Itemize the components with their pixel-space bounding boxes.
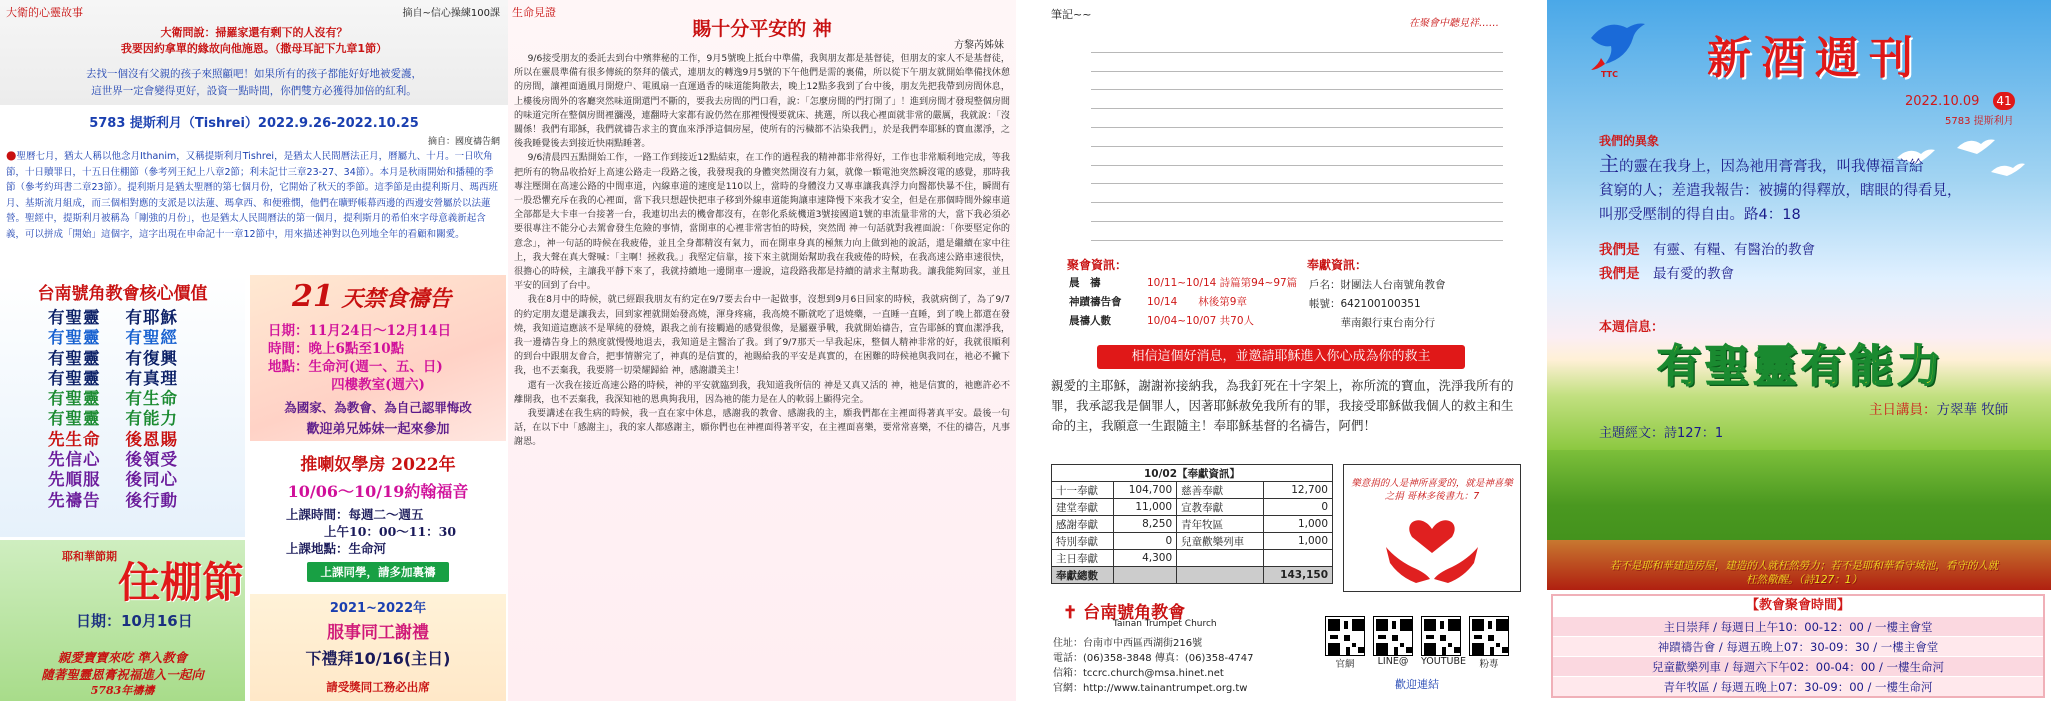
contact-line: 信箱：tccrc.church@msa.hinet.net xyxy=(1053,668,1224,679)
qr-label: 官網 xyxy=(1335,659,1355,670)
logo-text: TTC xyxy=(1601,70,1618,79)
devotion-source: 摘自~信心操練100課 xyxy=(402,8,500,19)
we-are-text: 最有愛的教會 xyxy=(1653,266,1734,282)
qr-label: YOUTUBE xyxy=(1421,656,1466,667)
core-value: 先信心 xyxy=(48,450,101,470)
core-value: 有聖靈 xyxy=(48,368,101,388)
testimony-paragraph: 還有一次我在接近高速公路的時候，神的平安就臨到我，我知道我所信的 神是又真又活的 神，祂是信實的，祂應許必不離開我，也不丟棄我，我深知祂的恩典夠我用，因為祂的能力是在人的軟弱上顯得完全。 xyxy=(514,380,1010,405)
meeting-times-box xyxy=(1547,590,2051,701)
qr-code-icon xyxy=(1469,616,1509,656)
we-are-text: 有靈、有糧、有醫治的教會 xyxy=(1653,242,1815,258)
offering-table-row xyxy=(1052,499,1333,516)
offering-table-cell: 8,250 xyxy=(1113,516,1176,533)
hebrew-month-text xyxy=(6,148,502,242)
scripture-line xyxy=(1599,152,2039,179)
newsletter-title: 新酒週刊 xyxy=(1707,33,1923,84)
offering-table-cell xyxy=(1177,567,1264,584)
offering-info-line: 華南銀行東台南分行 xyxy=(1309,317,1435,329)
offering-table-cell xyxy=(1113,567,1176,584)
hebrew-month-body: 聖曆七月，猶太人稱以他念月Ithanim，又稱提斯利月Tishrei，是猶太人民間曆法正月，曆屬九、十月。一日吹角節，十日贖罪日，十五日住棚節（參考列王紀上八章2節；利未記廿三章23-27、34節）。本月是秋雨開始和播種的季節（參考約珥書二章23節）。提利斯月是猶太聖曆的第七個月份，它開始了秋天的季節。這季節是由提利斯月、瑪西班月、基斯流月組成，而三個相對應的支派是以法蓮、瑪拿西、和便雅憫，他們在曠野帳幕西邊的西邊安營屬於以法蓮營。聖經中，提斯利月被稱為「剛強的月份」，也是猶太人民間曆法的第一個月，提利斯月的希伯來字母意義新起含義，可以拼成「開始」這個字，這字出現在申命記十一章12節中，用來描述神對以色列地全年的看顧和關愛。 xyxy=(6,151,498,240)
class-heading: 推喇奴學房 2022年 xyxy=(300,455,456,475)
contact-line: 住址：台南市中西區西湖街216號 xyxy=(1053,638,1203,649)
devotion-line: 去找一個沒有父親的孩子來照顧吧！如果所有的孩子都能好好地被愛護， xyxy=(86,68,422,80)
scripture-first-char: 主 xyxy=(1599,152,1619,176)
offering-table xyxy=(1051,464,1333,584)
fasting-days: 21 xyxy=(292,279,334,314)
panel-info xyxy=(1037,0,1529,701)
service-item-value: 10/11~10/14 詩篇第94~97篇 xyxy=(1147,277,1298,289)
we-are-line-2 xyxy=(1599,262,1734,282)
qr-item[interactable] xyxy=(1421,616,1466,670)
weekly-message-label: 本週信息： xyxy=(1599,320,1665,335)
offering-table-cell: 4,300 xyxy=(1113,550,1176,567)
testimony-author: 方黎芮姊妹 xyxy=(954,40,1004,51)
core-value: 後恩賜 xyxy=(125,429,178,449)
offering-info-list xyxy=(1309,276,1446,333)
contact-line: 官網：http://www.tainantrumpet.org.tw xyxy=(1053,683,1248,694)
testimony-label: 生命見證 xyxy=(512,6,556,19)
qr-code-icon xyxy=(1421,616,1461,656)
we-are-label: 我們是 xyxy=(1599,242,1640,258)
core-value: 先生命 xyxy=(48,429,101,449)
service-item-value: 10/04~10/07 共70人 xyxy=(1147,315,1255,327)
core-value: 有生命 xyxy=(125,389,178,409)
core-value: 有聖經 xyxy=(125,328,178,348)
issue-number: 41 xyxy=(1993,92,2015,110)
fasting-place: 地點：生命河(週一、五、日) xyxy=(268,359,443,375)
service-item xyxy=(1069,293,1297,312)
salvation-prayer: 親愛的主耶穌，謝謝祢接納我，為我釘死在十字架上，祢所流的寶血，洗淨我所有的罪，我承認我是個罪人，因著耶穌赦免我所有的罪，我接受耶穌做我個人的救主和生命的主，我願意一生跟隨主！奉耶穌基督的名禱告，阿們！ xyxy=(1051,378,1514,433)
core-value: 後同心 xyxy=(125,470,178,490)
scripture-line-1: 的靈在我身上，因為祂用膏膏我，叫我傳福音給 xyxy=(1619,159,1924,175)
service-item xyxy=(1069,312,1297,331)
dove-logo-icon xyxy=(1587,14,1647,74)
qr-item[interactable] xyxy=(1469,616,1509,670)
heart-hands-icon xyxy=(1382,507,1482,585)
offering-table-cell xyxy=(1177,550,1264,567)
hebrew-month-heading: 5783 提斯利月（Tishrei）2022.9.26-2022.10.25 xyxy=(89,116,419,131)
devotion-box xyxy=(0,0,508,105)
service-info-heading: 聚會資訊： xyxy=(1067,258,1128,272)
feast-title: 住棚節 xyxy=(118,558,245,607)
offering-info-line: 帳號：642100100351 xyxy=(1309,298,1421,310)
scripture-line-3: 叫那受壓制的得自由。路4：18 xyxy=(1599,207,1801,223)
vision-heading: 我們的異象 xyxy=(1599,134,1660,148)
fasting-invite: 為國家、為教會、為自己認罪悔改 xyxy=(284,400,472,415)
service-item-value: 10/14 林後第9章 xyxy=(1147,296,1247,308)
devotion-line: 這世界一定會變得更好，設資一點時間，你們雙方必獲得加倍的紅利。 xyxy=(91,85,417,97)
fasting-title: 天禁食禱告 xyxy=(341,286,452,312)
we-are-label: 我們是 xyxy=(1599,266,1640,282)
notes-label: 筆記~~ xyxy=(1051,8,1092,21)
core-values-heading: 台南號角教會核心價值 xyxy=(37,284,208,304)
church-contact xyxy=(1053,636,1254,696)
meeting-time-row: 兒童歡樂列車 / 每週六下午02：00-04：00 / 一樓生命河 xyxy=(1553,656,2043,676)
offering-table-cell: 宣教奉獻 xyxy=(1177,499,1264,516)
speaker xyxy=(1869,398,2008,418)
notes-deco: 在聚會中聽見祥…… xyxy=(1409,18,1499,29)
meeting-time-row: 主日崇拜 / 每週日上午10：00-12：00 / 一樓主會堂 xyxy=(1553,616,2043,636)
we-are-line-1 xyxy=(1599,238,1815,258)
panel-devotion xyxy=(0,0,508,701)
cover-verse: 若不是耶和華建造房屋，建造的人就枉然勞力；若不是耶和華看守城池，看守的人就枉然儆醒。（詩127：1） xyxy=(1609,560,1999,586)
meeting-times-table xyxy=(1551,594,2045,698)
offering-table-cell: 特別奉獻 xyxy=(1052,533,1114,550)
panel-testimony xyxy=(508,0,1016,701)
fasting-welcome: 歡迎弟兄姊妹一起來參加 xyxy=(306,422,450,437)
meeting-time-row: 神蹟禱告會 / 每週五晚上07：30-09：30 / 一樓主會堂 xyxy=(1553,636,2043,656)
core-value: 有復興 xyxy=(125,348,178,368)
service-item-name: 神蹟禱告會 xyxy=(1069,296,1122,308)
offering-table-caption: 10/02【奉獻資訊】 xyxy=(1052,465,1333,482)
offering-table-cell: 兒童歡樂列車 xyxy=(1177,533,1264,550)
testimony-paragraph: 我在8月中的時候，就已經跟我朋友有約定在9/7要去台中一起做事，沒想到9月6日回家的時候，我就病倒了，為了9/7的約定朋友還是讓我去，回到家裡就開始發高燒，渾身疼痛，我高燒不斷就吃了退燒藥，一直睡一直睡，到了晚上都還在發燒，我知道這應該不是單純的發燒，跟我之前有接觸過的感覺很像，是屬靈爭戰，我就開始禱告，宣告耶穌的寶血潔淨我，我一邊禱告身上的熱度就慢慢地退去，我知道是主醫治了我。到了9/7那天一早我起床，整個人精神非常的好，我就很順利的到台中跟朋友會合，把事情辦完了，神真的是信實的，祂賜給我的平安是真實的，在困難的時候祂與我同在，祂必不撇下我，也不丟棄我，我要將一切榮耀歸給 神，感謝讚美主！ xyxy=(514,295,1010,377)
trumpet-icon: ✝ xyxy=(1063,603,1078,623)
service-info-list xyxy=(1069,274,1297,331)
offering-table-cell: 建堂奉獻 xyxy=(1052,499,1114,516)
core-value: 有真理 xyxy=(125,368,178,388)
feast-line: 5783年禱禱 xyxy=(90,684,155,697)
offering-table-caption-row xyxy=(1052,465,1333,482)
offering-table-cell: 0 xyxy=(1113,533,1176,550)
feast-line: 隨著聖靈恩膏祝福進入一起向 xyxy=(41,667,204,682)
offering-table-row xyxy=(1052,550,1333,567)
offering-table-row xyxy=(1052,516,1333,533)
service-item-name: 晨 禱 xyxy=(1069,277,1101,289)
offering-table-cell: 0 xyxy=(1264,499,1333,516)
fasting-box xyxy=(250,275,506,441)
qr-item[interactable] xyxy=(1325,616,1365,670)
offering-table-row xyxy=(1052,533,1333,550)
core-value: 有聖靈 xyxy=(48,409,101,429)
class-time: 上課時間：每週二～週五 xyxy=(286,507,424,522)
offering-table-row xyxy=(1052,482,1333,499)
core-values-box xyxy=(0,275,245,537)
qr-item[interactable] xyxy=(1373,616,1413,670)
class-place: 上課地點：生命河 xyxy=(286,541,387,556)
offering-table-cell xyxy=(1264,550,1333,567)
testimony-paragraph: 9/6清晨四五點開始工作，一路工作到接近12點結束，在工作的過程我的精神都非常得好，工作也非常順利地完成，等我把所有的物品收拾好上高速公路走一段路之後，我發現我的身體突然開沒有力氣，就像一顆電池突然瞬沒電的感覺，那時我專注壓開在高速公路的中間車道，內線車道的速度是110以上，當時的身體沒力又專車讓我真浮力向醫都快暴不住，瞬間有一股恐懼充斥在我的心裡面，當下我只想趕快把車子移到外線車道能夠讓車速降慢下來我才安全，但是在那個時間外線車道全部都是大卡車一台接著一台，我連切出去的機會都沒有，在彰化系統機道3號接國道1號的車流量非常的大，當下我必須必要很專注不能分心去駕會發生危險的事情，當開車的心裡非常害怕的時候，突然間 神一句話就對我裡面說：「你要堅定你的意念」，神一句話的時候在我疲倦，並且全身都精沒有氣力，而在開車身真的極無力向上做到祂的說話，還是繼續在家中往上，我大聲在真大聲喊：「主啊！拯救我。」我堅定信靠，接下來主就開始幫助我在我疲倦的時候，在我高速公路車速很快，很擔心的時候，主讓我平靜下來了，我就持續地一邊開車一邊說，這段路我都是持續的請求主幫助我。讓我能夠回家，並且平安的回到了台中。 xyxy=(514,153,1010,292)
qr-label: 粉專 xyxy=(1479,659,1499,670)
offering-table-cell: 12,700 xyxy=(1264,482,1333,499)
class-box xyxy=(250,444,506,591)
devotion-text xyxy=(0,66,508,100)
weekly-message-title: 有聖靈有能力 xyxy=(1657,341,1945,392)
offering-table-cell: 1,000 xyxy=(1264,533,1333,550)
service-date: 下禮拜10/16(主日) xyxy=(305,649,451,668)
feast-label: 耶和華節期 xyxy=(62,550,117,563)
offering-info-line: 戶名：財團法人台南號角教會 xyxy=(1309,279,1446,291)
feast-date: 日期：10月16日 xyxy=(76,612,193,630)
notes-lines[interactable] xyxy=(1091,34,1503,241)
core-value: 先順服 xyxy=(48,470,101,490)
offering-table-cell: 11,000 xyxy=(1113,499,1176,516)
class-reminder: 上課同學，請多加裏禱 xyxy=(307,562,449,582)
offering-table-cell: 青年牧區 xyxy=(1177,516,1264,533)
speaker-label: 主日講員： xyxy=(1869,402,1937,418)
devotion-title: 大衛的心靈故事 xyxy=(6,6,83,19)
offering-table-cell: 感謝奉獻 xyxy=(1052,516,1114,533)
offering-table-cell: 奉獻總數 xyxy=(1052,567,1114,584)
class-time2: 上午10：00～11：30 xyxy=(324,524,457,539)
fasting-heading xyxy=(292,279,451,314)
panel-cover xyxy=(1547,0,2051,701)
core-value: 有聖靈 xyxy=(48,328,101,348)
scripture-line-2: 貧窮的人；差遣我報告：被擄的得釋放，瞎眼的得看見， xyxy=(1599,183,1962,199)
fasting-date: 日期：11月24日～12月14日 xyxy=(268,323,452,339)
meeting-time-row: 青年牧區 / 每週五晚上07：30-09：00 / 一樓生命河 xyxy=(1553,676,2043,696)
hebrew-month: 5783 提斯利月 xyxy=(1945,116,2014,127)
fasting-place2: 四樓教室(週六) xyxy=(331,377,425,393)
core-value: 有聖靈 xyxy=(48,308,101,327)
offering-table-cell: 慈善奉獻 xyxy=(1177,482,1264,499)
church-name-text: 台南號角教會 xyxy=(1083,603,1186,623)
offering-table-cell: 104,700 xyxy=(1113,482,1176,499)
offering-table-cell: 143,150 xyxy=(1264,567,1333,584)
qr-codes xyxy=(1325,616,1509,670)
service-item-name: 晨禱人數 xyxy=(1069,315,1111,327)
service-item xyxy=(1069,274,1297,293)
qr-code-icon xyxy=(1325,616,1365,656)
core-value: 先禱告 xyxy=(48,490,101,510)
service-note: 請受獎同工務必出席 xyxy=(326,680,430,694)
contact-line: 電話：(06)358-3848 傳真：(06)358-4747 xyxy=(1053,653,1254,664)
offering-table-cell: 主日奉獻 xyxy=(1052,550,1114,567)
core-value: 後行動 xyxy=(125,490,178,510)
giving-verse: 樂意捐的人是神所喜愛的，就是神喜樂之捐 哥林多後書九：7 xyxy=(1351,478,1513,502)
feast-line: 親愛寶寶來吃 準入教會 xyxy=(57,650,188,665)
testimony-body xyxy=(514,52,1010,450)
devotion-question: 大衛問說：掃羅家還有剩下的人沒有？ xyxy=(160,26,348,39)
feast-box xyxy=(0,540,245,701)
core-value: 有能力 xyxy=(125,409,178,429)
qr-label: LINE@ xyxy=(1377,656,1409,667)
core-values-grid xyxy=(0,304,245,510)
gospel-banner: 相信這個好消息，並邀請耶穌進入你心成為你的救主 xyxy=(1097,345,1465,369)
testimony-paragraph: 9/6接受朋友的委託去到台中殯葬秘的工作，9月5號晚上抵台中準備，我與朋友都是基督徒，但朋友的家人不是基督徒，所以在靈晨準備有很多傳統的祭拜的儀式，連朋友的轉逸9月5號的下午他們是需的裏備，所以從下午朋友就開始準備找休憩的房間，讓裡面過風月開燈户、電風扇一直運過香的味道能夠散去，晚上12點多我到了台中後，朋友先把我帶到房間休息，上樓後房間外的客廳突然味道開還門不斷的，要我去房間的門口看，說：「怎麼房間的門打開了」！進到房間才發現整個房間的味道完所在整個房間裡瀰漫，連翻時大家都有說仍然在那裡慢慢要就床、挑選，所以我心裡面就非常的嚴厲，我就說：「沒關係！我們有耶穌，我們就禱告求主的寶血來淨淨這個房屋，使所有的污穢都不沾染我們」，於是我們奉耶穌的寶血潔淨，之後我睡覺後去到接近快兩點睡著。 xyxy=(514,54,1010,150)
service-award-box xyxy=(250,594,506,701)
speaker-name: 方翠華 牧師 xyxy=(1936,402,2009,418)
qr-code-icon xyxy=(1373,616,1413,656)
service-year: 2021~2022年 xyxy=(329,601,427,616)
offering-table-row xyxy=(1052,567,1333,584)
class-dates: 10/06～10/19約翰福音 xyxy=(287,482,469,501)
testimony-title: 賜十分平安的 神 xyxy=(692,18,832,40)
service-heading: 服事同工謝禮 xyxy=(327,623,429,643)
core-value: 有耶穌 xyxy=(125,308,178,327)
giving-verse-box xyxy=(1343,464,1521,592)
church-name-en: Tainan Trumpet Church xyxy=(1113,619,1217,629)
fasting-time: 時間：晚上6點至10點 xyxy=(268,341,405,357)
testimony-paragraph: 我要講述在我生病的時候，我一直在家中休息，感謝我的教會、感謝我的主，願我們都在主裡面得著真平安。最後一句話，在以下中「感謝主」，我的家人都感謝主，願你們也在神裡面得著平安，在主裡面喜樂，要常常喜樂，不住的禱告，凡事謝恩。 xyxy=(514,409,1010,448)
hebrew-month-source: 摘自：國度禱告網 xyxy=(427,137,500,147)
vision-scripture xyxy=(1599,152,2039,227)
devotion-verse: 我要因約拿單的緣故向他施恩。（撒母耳記下九章1節） xyxy=(120,42,388,55)
issue-date: 2022.10.09 xyxy=(1905,94,1980,109)
offering-info-heading: 奉獻資訊： xyxy=(1307,258,1368,272)
offering-table-cell: 十一奉獻 xyxy=(1052,482,1114,499)
core-value: 有聖靈 xyxy=(48,348,101,368)
core-value: 有聖靈 xyxy=(48,389,101,409)
meeting-times-heading: 【教會聚會時間】 xyxy=(1553,596,2043,616)
follow-label: 歡迎連結 xyxy=(1395,678,1439,691)
theme-scripture: 主題經文：詩127：1 xyxy=(1599,426,1724,441)
offering-table-cell: 1,000 xyxy=(1264,516,1333,533)
core-value: 後領受 xyxy=(125,450,178,470)
bullet-icon: ● xyxy=(6,148,17,162)
